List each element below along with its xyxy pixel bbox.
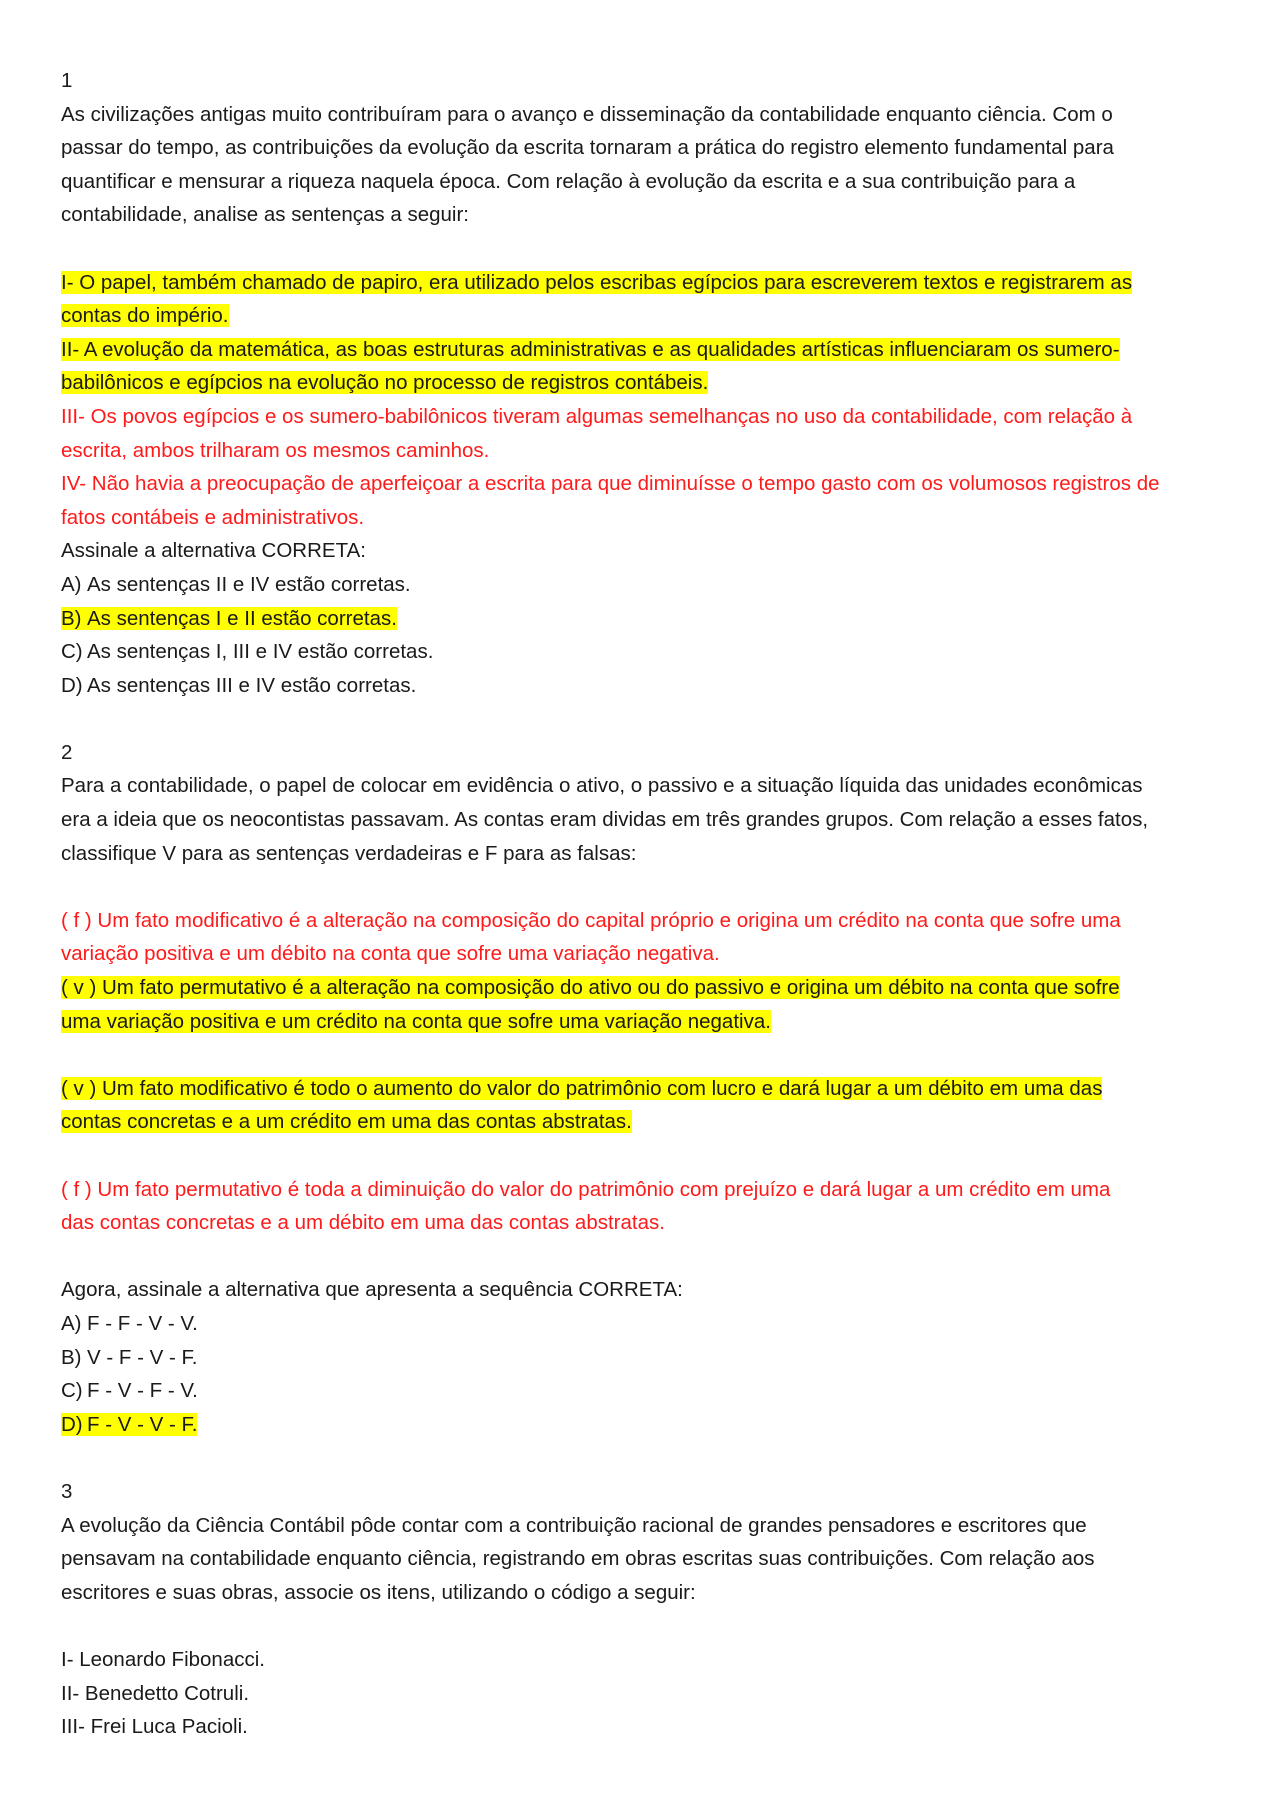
statement-line: ( f ) Um fato modificativo é a alteração na composição do capital próprio e origina um crédito na conta que sofre uma [61, 908, 1121, 932]
question-1 [61, 64, 1221, 702]
spacer [61, 1441, 1221, 1475]
statement-line: ( v ) Um fato permutativo é a alteração na composição do ativo ou do passivo e origina um débito na conta que sofre [61, 976, 1120, 1000]
spacer [61, 1240, 1221, 1274]
statement-line: ( v ) Um fato modificativo é todo o aumento do valor do patrimônio com lucro e dará lugar a um débito em uma das [61, 1076, 1103, 1100]
option-a: A) F - F - V - V. [61, 1311, 198, 1335]
question-intro-line: classifique V para as sentenças verdadeiras e F para as falsas: [61, 841, 637, 865]
question-prompt: Assinale a alternativa CORRETA: [61, 539, 366, 563]
statement-line: IV- Não havia a preocupação de aperfeiçoar a escrita para que diminuísse o tempo gasto com os volumosos registros de [61, 472, 1160, 496]
document-page [61, 64, 1221, 1744]
option-d: D) As sentenças III e IV estão corretas. [61, 673, 417, 697]
question-intro-line: era a ideia que os neocontistas passavam. As contas eram dividas em três grandes grupos. Com relação a esses fatos, [61, 808, 1149, 832]
list-item: I- Leonardo Fibonacci. [61, 1647, 265, 1671]
spacer [61, 232, 1221, 266]
question-number: 2 [61, 740, 73, 764]
question-intro-line: escritores e suas obras, associe os itens, utilizando o código a seguir: [61, 1580, 696, 1604]
statement-line: contas do império. [61, 304, 229, 328]
question-intro-line: passar do tempo, as contribuições da evolução da escrita tornaram a prática do registro elemento fundamental para [61, 136, 1114, 160]
statement-line: II- A evolução da matemática, as boas estruturas administrativas e as qualidades artísticas influenciaram os sumero- [61, 337, 1120, 361]
question-prompt: Agora, assinale a alternativa que apresenta a sequência CORRETA: [61, 1278, 683, 1302]
question-intro-line: A evolução da Ciência Contábil pôde contar com a contribuição racional de grandes pensadores e escritores que [61, 1513, 1087, 1537]
question-intro-line: pensavam na contabilidade enquanto ciência, registrando em obras escritas suas contribuições. Com relação aos [61, 1547, 1095, 1571]
statement-line: escrita, ambos trilharam os mesmos caminhos. [61, 438, 490, 462]
question-3 [61, 1475, 1221, 1744]
statement-line: babilônicos e egípcios na evolução no processo de registros contábeis. [61, 371, 709, 395]
statement-line: variação positiva e um débito na conta que sofre uma variação negativa. [61, 942, 720, 966]
statement-line: uma variação positiva e um crédito na conta que sofre uma variação negativa. [61, 1009, 771, 1033]
statement-line: fatos contábeis e administrativos. [61, 505, 365, 529]
option-d: D) F - V - V - F. [61, 1412, 198, 1436]
spacer [61, 702, 1221, 736]
statement-line: das contas concretas e a um débito em uma das contas abstratas. [61, 1211, 665, 1235]
statement-line: I- O papel, também chamado de papiro, era utilizado pelos escribas egípcios para escreverem textos e registrarem as [61, 270, 1133, 294]
statement-line: III- Os povos egípcios e os sumero-babilônicos tiveram algumas semelhanças no uso da contabilidade, com relação à [61, 404, 1133, 428]
question-intro-line: As civilizações antigas muito contribuíram para o avanço e disseminação da contabilidade enquanto ciência. Com o [61, 102, 1113, 126]
statement-line: contas concretas e a um crédito em uma das contas abstratas. [61, 1110, 632, 1134]
spacer [61, 1609, 1221, 1643]
spacer [61, 1139, 1221, 1173]
list-item: III- Frei Luca Pacioli. [61, 1715, 248, 1739]
question-number: 3 [61, 1479, 73, 1503]
question-intro-line: quantificar e mensurar a riqueza naquela época. Com relação à evolução da escrita e a sua contribuição para a [61, 169, 1076, 193]
option-c: C) As sentenças I, III e IV estão corretas. [61, 640, 434, 664]
spacer [61, 870, 1221, 904]
question-number: 1 [61, 69, 73, 92]
option-c: C) F - V - F - V. [61, 1379, 198, 1403]
question-2 [61, 736, 1221, 1441]
statement-line: ( f ) Um fato permutativo é toda a diminuição do valor do patrimônio com prejuízo e dará lugar a um crédito em uma [61, 1177, 1111, 1201]
question-intro-line: Para a contabilidade, o papel de colocar em evidência o ativo, o passivo e a situação líquida das unidades econômicas [61, 774, 1143, 798]
question-intro-line: contabilidade, analise as sentenças a seguir: [61, 203, 469, 227]
spacer [61, 1038, 1221, 1072]
option-b: B) V - F - V - F. [61, 1345, 198, 1369]
option-a: A) As sentenças II e IV estão corretas. [61, 572, 411, 596]
list-item: II- Benedetto Cotruli. [61, 1681, 250, 1705]
option-b: B) As sentenças I e II estão corretas. [61, 606, 397, 630]
